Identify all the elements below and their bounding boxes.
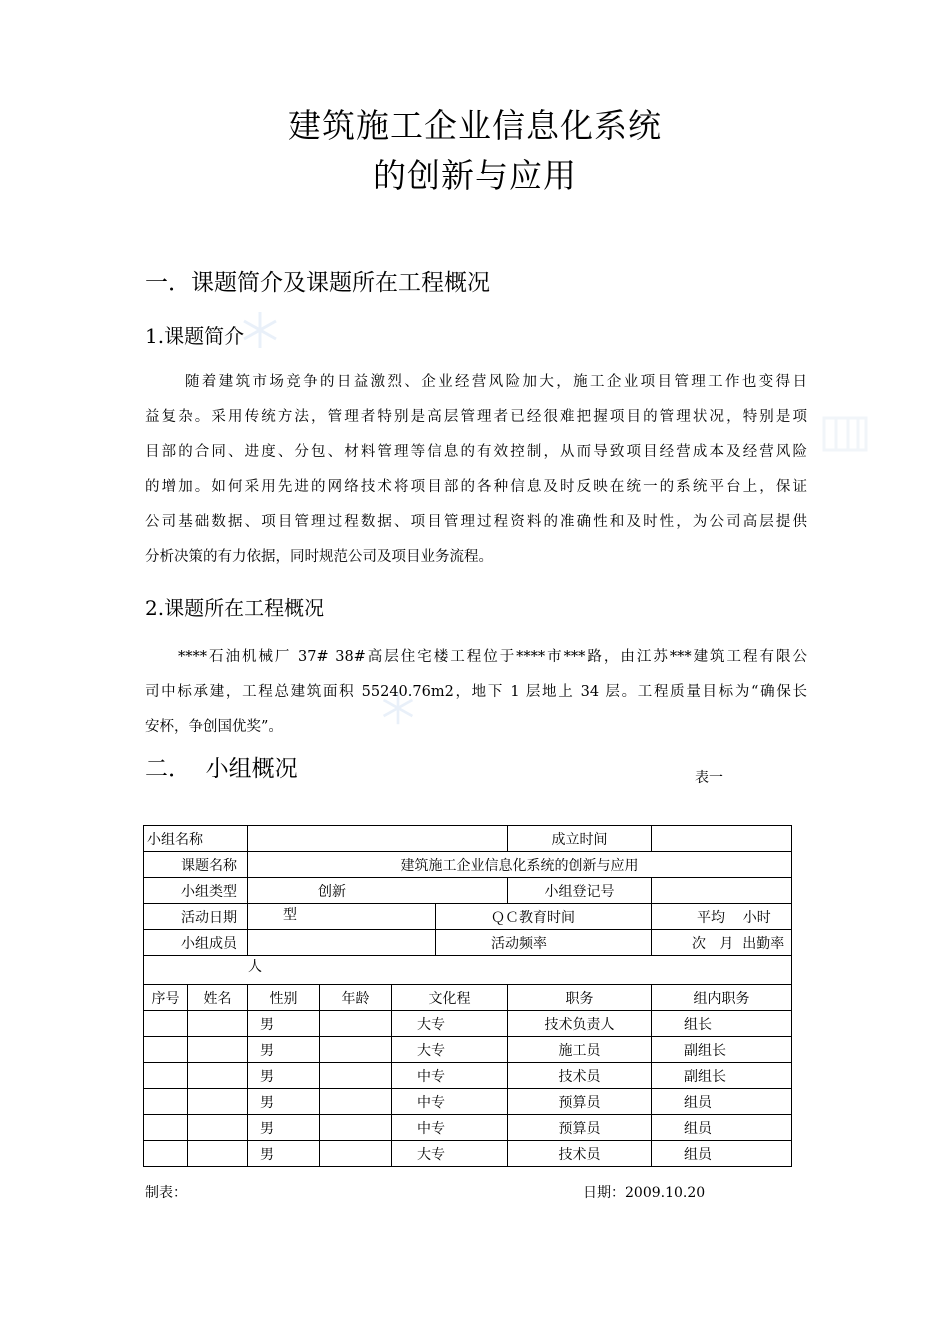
cell-gender: 男 bbox=[248, 1115, 320, 1141]
cell-name bbox=[188, 1063, 248, 1089]
cell-index bbox=[144, 1037, 188, 1063]
cell-name bbox=[188, 1037, 248, 1063]
cell-group-role: 组员 bbox=[652, 1089, 792, 1115]
cell-gender: 男 bbox=[248, 1011, 320, 1037]
cell-index bbox=[144, 1115, 188, 1141]
established-time-label: 成立时间 bbox=[508, 826, 652, 852]
subsection1-paragraph bbox=[145, 365, 807, 575]
paragraph-line: 的增加。如何采用先进的网络技术将项目部的各种信息及时反映在统一的系统平台上，保证 bbox=[145, 479, 807, 495]
table-maker-label: 制表： bbox=[145, 1185, 187, 1201]
cell-age bbox=[320, 1011, 392, 1037]
group-type-value: 创新 bbox=[248, 878, 508, 904]
table-row bbox=[144, 1011, 792, 1037]
cell-position: 预算员 bbox=[508, 1089, 652, 1115]
cell-education: 中专 bbox=[392, 1063, 508, 1089]
cell-age bbox=[320, 1115, 392, 1141]
document-title-line1: 建筑施工企业信息化系统 bbox=[288, 106, 662, 145]
activity-frequency-label: 活动频率 bbox=[436, 930, 652, 956]
cell-education: 中专 bbox=[392, 1115, 508, 1141]
cell-education: 大专 bbox=[392, 1011, 508, 1037]
qc-education-time-value: 平均 小时 bbox=[652, 904, 792, 930]
table-row bbox=[144, 1037, 792, 1063]
activity-date-value: 型 bbox=[248, 904, 436, 930]
column-header-position: 职务 bbox=[508, 985, 652, 1011]
cell-index bbox=[144, 1141, 188, 1167]
cell-index bbox=[144, 1089, 188, 1115]
cell-group-role: 副组长 bbox=[652, 1063, 792, 1089]
cell-education: 大专 bbox=[392, 1141, 508, 1167]
cell-index bbox=[144, 1011, 188, 1037]
cell-group-role: 组长 bbox=[652, 1011, 792, 1037]
group-name-value bbox=[248, 826, 508, 852]
qc-education-time-label: ＱＣ教育时间 bbox=[436, 904, 652, 930]
table-caption: 表一 bbox=[695, 770, 723, 786]
paragraph-line: 随着建筑市场竞争的日益激烈、企业经营风险加大，施工企业项目管理工作也变得日 bbox=[185, 374, 807, 390]
paragraph-line: 公司基础数据、项目管理过程数据、项目管理过程资料的准确性和及时性，为公司高层提供 bbox=[145, 514, 807, 530]
activity-date-label: 活动日期 bbox=[144, 904, 248, 930]
table-row bbox=[144, 1063, 792, 1089]
subsection1-heading: 1.课题简介 bbox=[145, 324, 245, 348]
paragraph-line: 益复杂。采用传统方法，管理者特别是高层管理者已经很难把握项目的管理状况，特别是项 bbox=[145, 409, 807, 425]
table-row bbox=[144, 1141, 792, 1167]
cell-gender: 男 bbox=[248, 1063, 320, 1089]
registration-number-value bbox=[652, 878, 792, 904]
topic-name-value: 建筑施工企业信息化系统的创新与应用 bbox=[248, 852, 792, 878]
column-header-name: 姓名 bbox=[188, 985, 248, 1011]
member-table-header bbox=[144, 985, 792, 1011]
group-members-value bbox=[248, 930, 436, 956]
cell-group-role: 组员 bbox=[652, 1141, 792, 1167]
cell-position: 技术员 bbox=[508, 1141, 652, 1167]
cell-gender: 男 bbox=[248, 1141, 320, 1167]
cell-group-role: 副组长 bbox=[652, 1037, 792, 1063]
group-info-table bbox=[143, 825, 792, 1167]
section2-heading: 二． 小组概况 bbox=[145, 756, 298, 782]
cell-name bbox=[188, 1089, 248, 1115]
paragraph-line: 安杯，争创国优奖”。 bbox=[145, 719, 283, 735]
subsection2-heading: 2.课题所在工程概况 bbox=[145, 596, 325, 620]
group-type-label: 小组类型 bbox=[144, 878, 248, 904]
subsection2-paragraph bbox=[145, 640, 807, 745]
activity-frequency-value: 次 月 出勤率 bbox=[652, 930, 792, 956]
cell-position: 技术负责人 bbox=[508, 1011, 652, 1037]
table-row bbox=[144, 1089, 792, 1115]
cell-name bbox=[188, 1011, 248, 1037]
column-header-education: 文化程 bbox=[392, 985, 508, 1011]
cell-position: 施工员 bbox=[508, 1037, 652, 1063]
cell-name bbox=[188, 1141, 248, 1167]
cell-age bbox=[320, 1141, 392, 1167]
table-date-label: 日期：2009.10.20 bbox=[583, 1185, 706, 1201]
cell-age bbox=[320, 1063, 392, 1089]
column-header-index: 序号 bbox=[144, 985, 188, 1011]
table-row bbox=[144, 1115, 792, 1141]
paragraph-line: 分析决策的有力依据，同时规范公司及项目业务流程。 bbox=[145, 549, 493, 565]
cell-gender: 男 bbox=[248, 1089, 320, 1115]
snowflake-icon bbox=[240, 310, 280, 350]
cell-group-role: 组员 bbox=[652, 1115, 792, 1141]
cell-education: 大专 bbox=[392, 1037, 508, 1063]
paragraph-line: 目部的合同、进度、分包、材料管理等信息的有效控制，从而导致项目经营成本及经营风险 bbox=[145, 444, 807, 460]
building-watermark-icon bbox=[820, 410, 870, 454]
cell-index bbox=[144, 1063, 188, 1089]
cell-age bbox=[320, 1037, 392, 1063]
registration-number-label: 小组登记号 bbox=[508, 878, 652, 904]
snowflake-icon bbox=[380, 690, 416, 726]
topic-name-label: 课题名称 bbox=[144, 852, 248, 878]
cell-age bbox=[320, 1089, 392, 1115]
column-header-group-role: 组内职务 bbox=[652, 985, 792, 1011]
group-members-label: 小组成员 bbox=[144, 930, 248, 956]
cell-education: 中专 bbox=[392, 1089, 508, 1115]
cell-name bbox=[188, 1115, 248, 1141]
document-title-line2: 的创新与应用 bbox=[373, 156, 577, 195]
established-time-value bbox=[652, 826, 792, 852]
section1-heading: 一．课题简介及课题所在工程概况 bbox=[145, 270, 490, 296]
cell-position: 技术员 bbox=[508, 1063, 652, 1089]
column-header-gender: 性别 bbox=[248, 985, 320, 1011]
paragraph-line: 司中标承建，工程总建筑面积 55240.76m2，地下 1 层地上 34 层。工程质量目标为“确保长 bbox=[145, 684, 807, 700]
member-count-value: 人 bbox=[144, 956, 792, 985]
column-header-age: 年龄 bbox=[320, 985, 392, 1011]
paragraph-line: ****石油机械厂 37# 38#高层住宅楼工程位于****市***路，由江苏***建筑工程有限公 bbox=[178, 649, 807, 665]
group-name-label: 小组名称 bbox=[144, 826, 248, 852]
cell-gender: 男 bbox=[248, 1037, 320, 1063]
cell-position: 预算员 bbox=[508, 1115, 652, 1141]
